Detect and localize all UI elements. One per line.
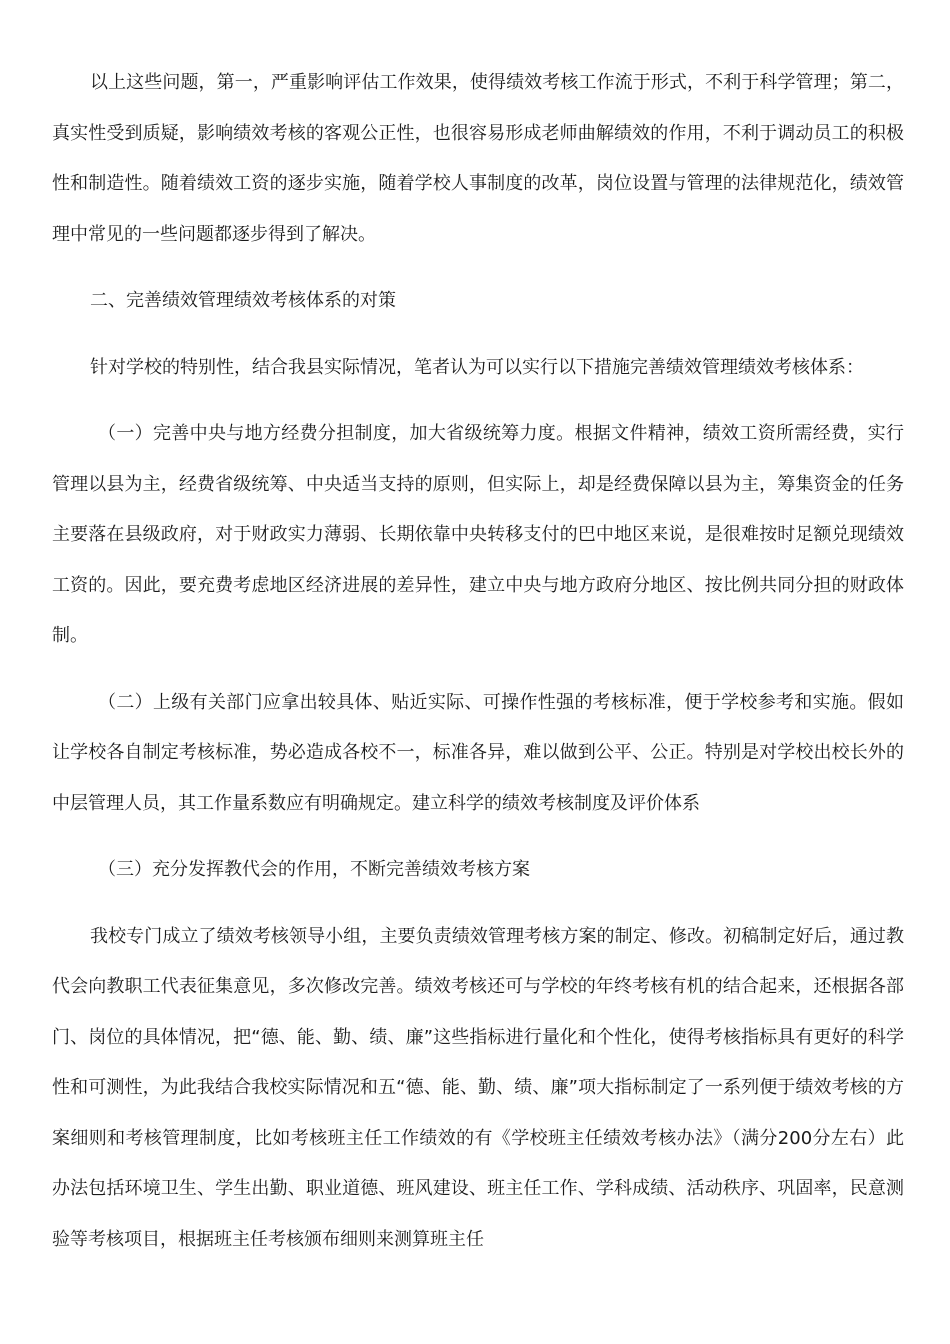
- paragraph-gap: [52, 829, 904, 845]
- paragraph-gap: [52, 393, 904, 409]
- paragraph-measure-two: （二）上级有关部门应拿出较具体、贴近实际、可操作性强的考核标准，便于学校参考和实施。假如让学校各自制定考核标准，势必造成各校不一，标准各异，难以做到公平、公正。特别是对学校出校长外的中层管理人员，其工作量系数应有明确规定。建立科学的绩效考核制度及评价体系: [52, 691, 904, 814]
- paragraph-gap: [52, 327, 904, 343]
- paragraph-measure-one: （一）完善中央与地方经费分担制度，加大省级统筹力度。根据文件精神，绩效工资所需经费，实行管理以县为主，经费省级统筹、中央适当支持的原则，但实际上，却是经费保障以县为主，筹集资金的任务主要落在县级政府，对于财政实力薄弱、长期依靠中央转移支付的巴中地区来说，是很难按时足额兑现绩效工资的。因此，要充费考虑地区经济进展的差异性，建立中央与地方政府分地区、按比例共同分担的财政体制。: [52, 423, 904, 646]
- paragraph-intro-measures: 针对学校的特别性，结合我县实际情况，笔者认为可以实行以下措施完善绩效管理绩效考核体系：: [90, 356, 864, 378]
- paragraph-measure-three: （三）充分发挥教代会的作用，不断完善绩效考核方案: [98, 859, 530, 880]
- paragraph-gap: [52, 896, 904, 912]
- paragraph-school-practice: 我校专门成立了绩效考核领导小组，主要负责绩效管理考核方案的制定、修改。初稿制定好后，通过教代会向教职工代表征集意见，多次修改完善。绩效考核还可与学校的年终考核有机的结合起来，还根据各部门、岗位的具体情况，把“德、能、勤、绩、廉”这些指标进行量化和个性化，使得考核指标具有更好的科学性和可测性，为此我结合我校实际情况和五“德、能、勤、绩、廉”项大指标制定了一系列便于绩效考核的方案细则和考核管理制度，比如考核班主任工作绩效的有《学校班主任绩效考核办法》（满分200分左右）此办法包括环境卫生、学生出勤、职业道德、班风建设、班主任工作、学科成绩、活动秩序、巩固率，民意测验等考核项目，根据班主任考核颁布细则来测算班主任: [52, 925, 904, 1250]
- section-heading-countermeasures: 二、完善绩效管理绩效考核体系的对策: [90, 290, 396, 311]
- paragraph-problems-summary: 以上这些问题，第一，严重影响评估工作效果，使得绩效考核工作流于形式，不利于科学管理；第二，真实性受到质疑，影响绩效考核的客观公正性，也很容易形成老师曲解绩效的作用，不利于调动员工的积极性和制造性。随着绩效工资的逐步实施，随着学校人事制度的改革，岗位设置与管理的法律规范化，绩效管理中常见的一些问题都逐步得到了解决。: [52, 72, 904, 245]
- paragraph-gap: [52, 662, 904, 678]
- document-page: [52, 58, 904, 1265]
- paragraph-gap: [52, 260, 904, 276]
